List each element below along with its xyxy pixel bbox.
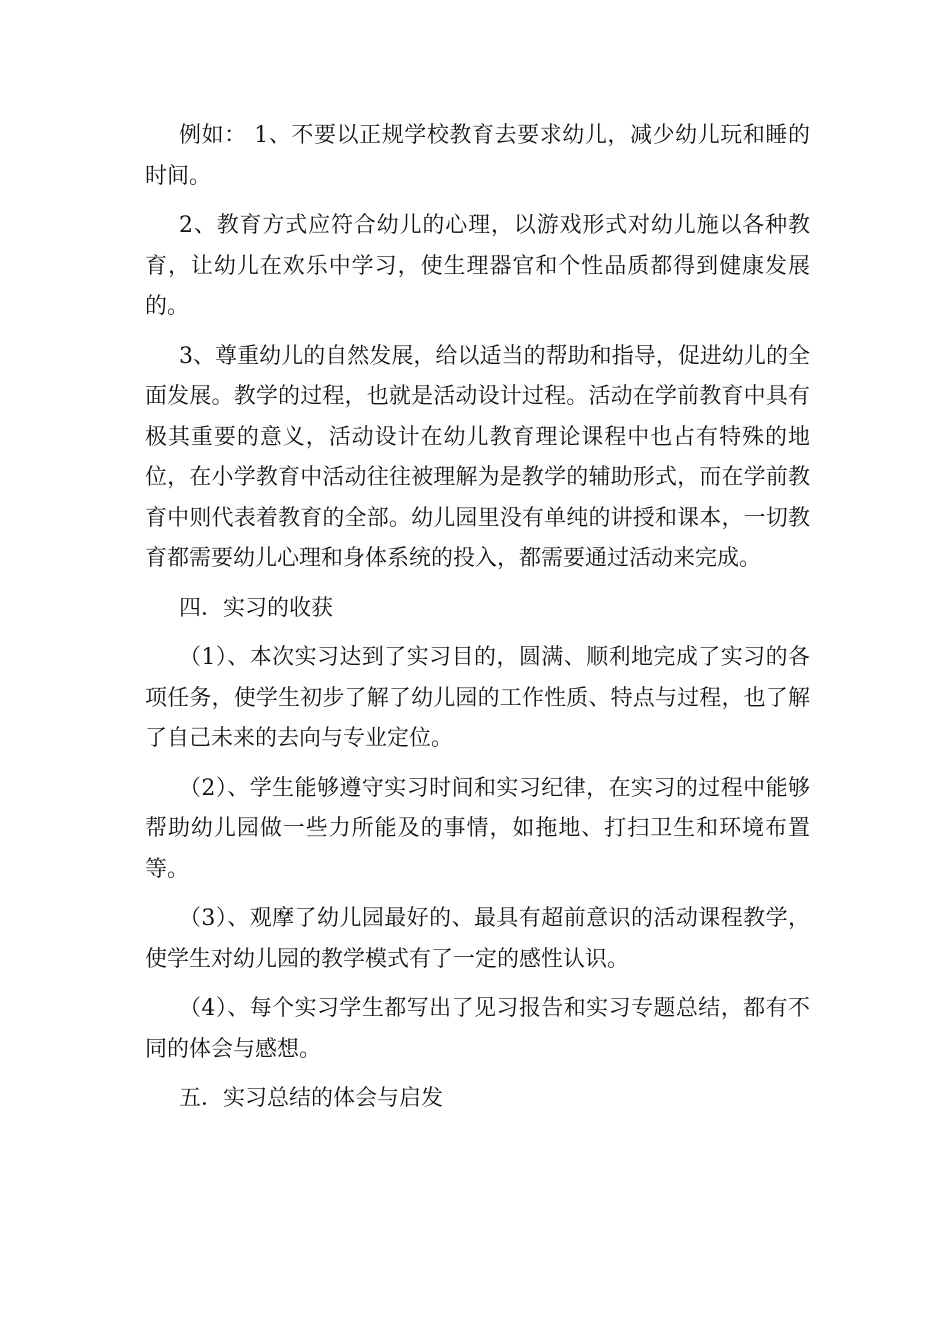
paragraph-gain-2: （2）、学生能够遵守实习时间和实习纪律，在实习的过程中能够帮助幼儿园做一些力所能及的事情，如拖地、打扫卫生和环境布置等。	[145, 775, 810, 882]
section-heading-5: 五．实习总结的体会与启发	[179, 1086, 444, 1111]
paragraph-gain-1: （1）、本次实习达到了实习目的，圆满、顺利地完成了实习的各项任务，使学生初步了解了幼儿园的工作性质、特点与过程，也了解了自己未来的去向与专业定位。	[145, 645, 810, 751]
paragraph-example-3: 3、尊重幼儿的自然发展，给以适当的帮助和指导，促进幼儿的全面发展。教学的过程，也就是活动设计过程。活动在学前教育中具有极其重要的意义，活动设计在幼儿教育理论课程中也占有特殊的地位，在小学教育中活动往往被理解为是教学的辅助形式，而在学前教育中则代表着教育的全部。幼儿园里没有单纯的讲授和课本，一切教育都需要幼儿心理和身体系统的投入，都需要通过活动来完成。	[145, 343, 810, 571]
document-body	[145, 116, 810, 1129]
paragraph-gain-4: （4）、每个实习学生都写出了见习报告和实习专题总结，都有不同的体会与感想。	[145, 996, 810, 1062]
paragraph-example-1: 例如： 1、不要以正规学校教育去要求幼儿，减少幼儿玩和睡的时间。	[145, 123, 810, 189]
paragraph-gain-3: （3）、观摩了幼儿园最好的、最具有超前意识的活动课程教学，使学生对幼儿园的教学模式有了一定的感性认识。	[145, 906, 810, 972]
paragraph-example-2: 2、教育方式应符合幼儿的心理，以游戏形式对幼儿施以各种教育，让幼儿在欢乐中学习，使生理器官和个性品质都得到健康发展的。	[145, 213, 810, 319]
section-heading-4: 四．实习的收获	[179, 595, 334, 621]
